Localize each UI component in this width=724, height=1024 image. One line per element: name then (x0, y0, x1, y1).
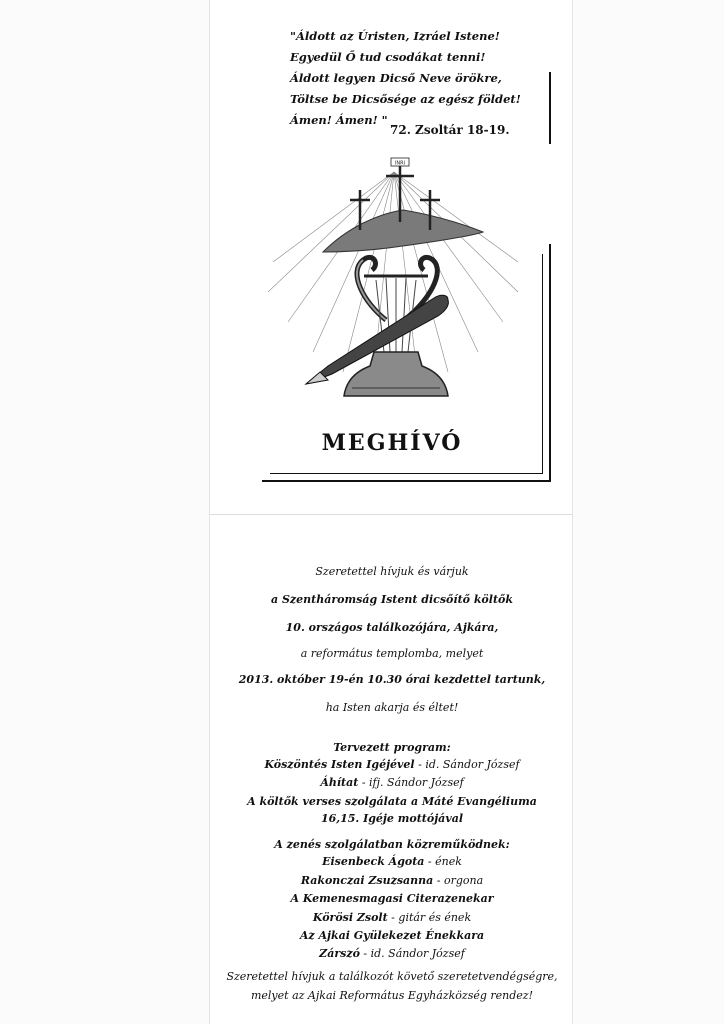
greeting: Szeretettel hívjuk és várjuk (315, 565, 469, 578)
invitation-line: a Szentháromság Istent dicsőítő költők (271, 593, 513, 606)
program-item-label: Áhítat (320, 776, 359, 789)
closing-line: melyet az Ajkai Református Egyházközség rendez! (250, 989, 534, 1002)
performer-role: - gitár és ének (387, 911, 472, 924)
performer-role: - id. Sándor József (359, 947, 465, 960)
program-item (210, 776, 574, 789)
performer (210, 947, 574, 960)
frame-line (262, 480, 551, 482)
music-heading: A zenés szolgálatban közreműködnek: (274, 838, 510, 851)
performer-name: Eisenbeck Ágota (322, 855, 425, 868)
psalm-line: Ámen! Ámen! " (290, 113, 388, 127)
invitation-line: ha Isten akarja és éltet! (325, 701, 459, 714)
program-item-label: Köszöntés Isten Igéjével (264, 758, 415, 771)
program-verse-line: A költők verses szolgálata a Máté Evangéliuma (247, 795, 537, 808)
performer (210, 929, 574, 942)
invitation-line: a református templomba, melyet (300, 647, 484, 660)
performer-name: Zárszó (319, 947, 360, 960)
psalm-line: "Áldott az Úristen, Izráel Istene! (290, 29, 500, 43)
lyre-crosses-illustration (268, 152, 520, 407)
invitation-title: MEGHÍVÓ (321, 430, 463, 456)
frame-line (270, 473, 543, 474)
invitation-details (209, 514, 573, 1024)
performer-name: Rakonczai Zsuzsanna (300, 874, 434, 887)
psalm-line: Töltse be Dicsősége az egész földet! (290, 92, 521, 106)
performer (210, 874, 574, 887)
program-item-detail: - ifj. Sándor József (358, 776, 464, 789)
program-item (210, 758, 574, 771)
psalm-quote (290, 26, 540, 131)
psalm-line: Egyedül Ő tud csodákat tenni! (290, 50, 486, 64)
closing-line: Szeretettel hívjuk a találkozót követő szeretetvendégségre, (226, 970, 558, 983)
event-date: 2013. október 19-én 10.30 órai kezdettel tartunk, (238, 673, 546, 686)
performer-name: Körösi Zsolt (312, 911, 388, 924)
performer-name: Az Ajkai Gyülekezet Énekkara (299, 929, 485, 942)
psalm-line: Áldott legyen Dicső Neve örökre, (290, 71, 502, 85)
invitation-line: 10. országos találkozójára, Ajkára, (285, 621, 499, 634)
performer (210, 892, 574, 905)
inri-sign: INRI (394, 160, 406, 167)
performer-role: - orgona (433, 874, 484, 887)
performer-name: A Kemenesmagasi Citerazenekar (290, 892, 494, 905)
invitation-cover (209, 0, 573, 514)
performer (210, 855, 574, 868)
program-verse-line: 16,15. Igéje mottójával (320, 812, 464, 825)
frame-line (549, 72, 551, 144)
performer-role: - ének (424, 855, 462, 868)
program-heading: Tervezett program: (333, 741, 451, 754)
program-item-detail: - id. Sándor József (414, 758, 520, 771)
performer (210, 911, 574, 924)
psalm-reference: 72. Zsoltár 18-19. (390, 123, 510, 137)
